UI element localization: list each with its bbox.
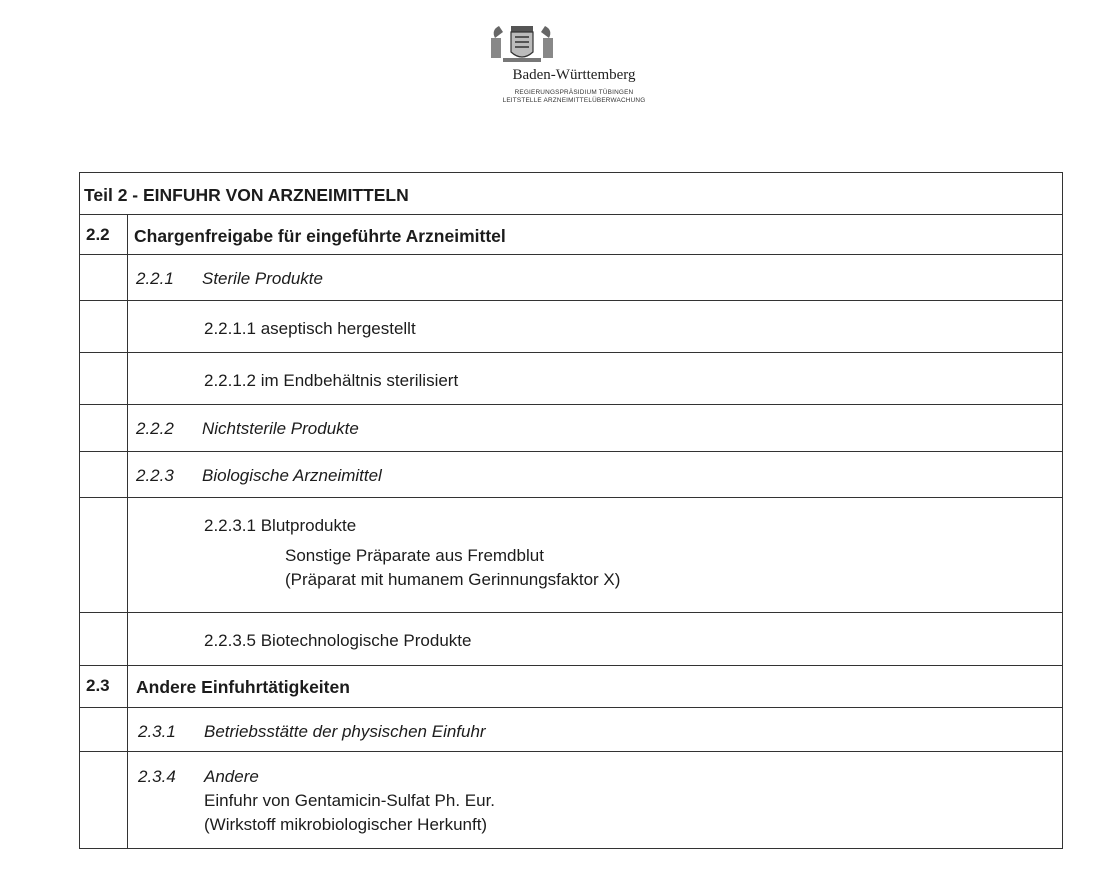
- item-code: 2.2.3: [136, 466, 174, 485]
- section-label: Chargenfreigabe für eingeführte Arzneimittel: [134, 226, 506, 246]
- org-line-2: LEITSTELLE ARZNEIMITTELÜBERWACHUNG: [502, 97, 646, 104]
- table-row: [80, 497, 1062, 612]
- item-label: Nichtsterile Produkte: [202, 419, 359, 438]
- table-row: [80, 404, 1062, 451]
- table-row: [80, 612, 1062, 665]
- import-activities-table: [79, 172, 1063, 849]
- item-code: 2.2.2: [136, 419, 174, 438]
- item-label: Betriebsstätte der physischen Einfuhr: [204, 722, 486, 741]
- section-row-2-2: [80, 214, 1062, 254]
- table-row: [80, 254, 1062, 300]
- item-label: Biologische Arzneimittel: [202, 466, 382, 485]
- section-number: 2.3: [80, 666, 128, 707]
- item-detail: Sonstige Präparate aus Fremdblut: [285, 546, 544, 565]
- item-detail: (Präparat mit humanem Gerinnungsfaktor X): [285, 570, 621, 589]
- item-label: Sterile Produkte: [202, 269, 323, 288]
- letterhead: [0, 0, 1100, 120]
- section-row-2-3: [80, 665, 1062, 707]
- table-row: [80, 707, 1062, 751]
- item-code: 2.2.1: [136, 269, 174, 288]
- table-row: [80, 352, 1062, 404]
- coat-of-arms-icon: [489, 24, 555, 66]
- table-title: Teil 2 - EINFUHR VON ARZNEIMITTELN: [84, 185, 409, 205]
- item-label: Andere: [204, 767, 259, 786]
- item-label: 2.2.3.5 Biotechnologische Produkte: [204, 631, 472, 650]
- section-label: Andere Einfuhrtätigkeiten: [136, 677, 350, 697]
- item-code: 2.3.1: [138, 722, 176, 741]
- org-line-1: REGIERUNGSPRÄSIDIUM TÜBINGEN: [514, 89, 634, 96]
- section-number: 2.2: [80, 215, 128, 254]
- item-code: 2.3.4: [138, 767, 176, 786]
- table-row: [80, 751, 1062, 848]
- table-row: [80, 300, 1062, 352]
- table-title-row: [80, 173, 1062, 214]
- item-detail: Einfuhr von Gentamicin-Sulfat Ph. Eur.: [204, 791, 496, 810]
- item-label: 2.2.3.1 Blutprodukte: [204, 516, 357, 535]
- item-label: 2.2.1.1 aseptisch hergestellt: [204, 319, 416, 338]
- item-detail: (Wirkstoff mikrobiologischer Herkunft): [204, 815, 488, 834]
- item-label: 2.2.1.2 im Endbehältnis sterilisiert: [204, 371, 459, 390]
- table-row: [80, 451, 1062, 497]
- org-name: Baden-Württemberg: [512, 67, 636, 83]
